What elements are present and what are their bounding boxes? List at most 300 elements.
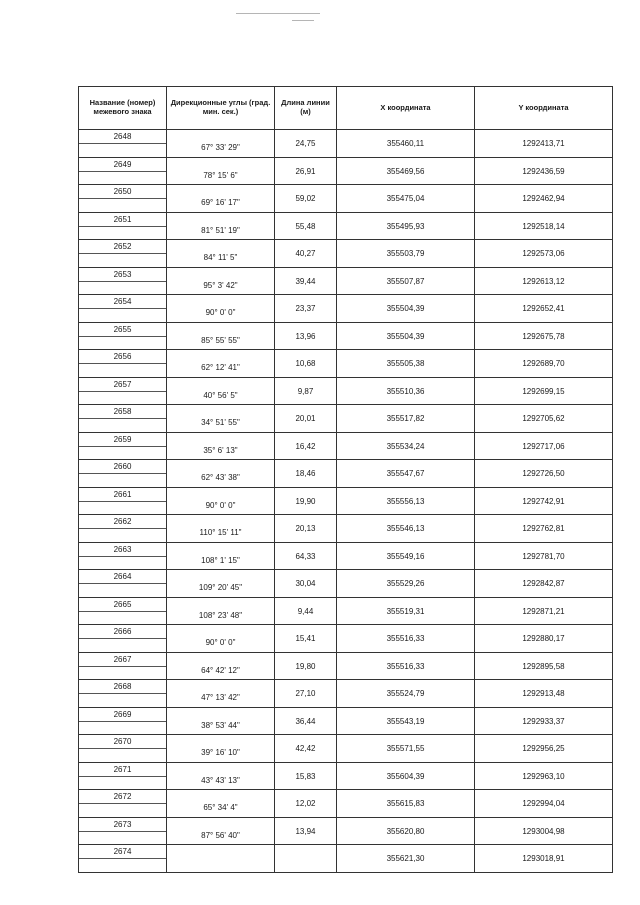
table-row [79,487,613,515]
x-coordinate-cell-value: 355517,82 [386,414,425,423]
x-coordinate-cell [337,185,475,213]
direction-angle-cell [167,845,275,873]
direction-angle-cell [167,790,275,818]
line-length-cell [275,817,337,845]
line-length-cell-value: 40,27 [295,249,316,258]
x-coordinate-cell [337,735,475,763]
direction-angle-cell [167,157,275,185]
y-coordinate-cell-value: 1292956,25 [522,744,565,753]
y-coordinate-cell-value: 1293004,98 [522,826,565,836]
line-length-cell [275,735,337,763]
x-coordinate-cell-value: 355516,33 [386,634,425,643]
direction-angle-cell-value: 84° 11' 5" [203,253,238,262]
x-coordinate-cell [337,652,475,680]
y-coordinate-cell [475,295,613,323]
line-length-cell-value: 20,13 [295,524,316,533]
point-name-cell-value: 2654 [113,297,132,306]
point-name-cell-value: 2666 [113,627,132,636]
sub-divider [79,776,166,777]
sub-divider [79,556,166,557]
y-coordinate-cell-value: 1292842,87 [522,579,565,588]
line-length-cell-value: 9,44 [297,606,314,616]
y-coordinate-cell [475,460,613,488]
point-name-cell [79,377,167,405]
x-coordinate-cell-value: 355621,30 [386,854,425,863]
x-coordinate-cell-value: 355469,56 [386,166,425,176]
x-coordinate-cell [337,487,475,515]
direction-angle-cell-value: 40° 56' 5" [203,390,238,400]
point-name-cell-value: 2660 [113,462,132,471]
line-length-cell-value: 26,91 [295,166,316,176]
point-name-cell [79,625,167,653]
x-coordinate-cell-value: 355604,39 [386,771,425,781]
point-name-cell-value: 2655 [113,324,132,334]
direction-angle-cell [167,377,275,405]
y-coordinate-cell-value: 1292994,04 [522,799,565,808]
y-coordinate-cell [475,817,613,845]
sub-divider [79,583,166,584]
line-length-cell [275,487,337,515]
table-row [79,790,613,818]
point-name-cell-value: 2669 [113,709,132,719]
x-coordinate-cell [337,817,475,845]
table-row [79,845,613,873]
line-length-cell [275,542,337,570]
x-coordinate-cell-value: 355460,11 [386,139,425,148]
direction-angle-cell-value: 38° 53' 44" [201,720,240,730]
table-row [79,570,613,598]
point-name-cell-value: 2667 [113,654,132,664]
x-coordinate-cell-value: 355620,80 [386,826,425,836]
sub-divider [79,831,166,832]
scan-artifact-line [236,13,320,14]
x-coordinate-cell-value: 355547,67 [386,469,425,478]
y-coordinate-cell [475,597,613,625]
point-name-cell [79,157,167,185]
x-coordinate-cell [337,597,475,625]
point-name-cell-value: 2670 [113,737,132,746]
sub-divider [79,858,166,859]
point-name-cell [79,130,167,158]
point-name-cell-value: 2671 [113,764,132,774]
y-coordinate-cell [475,570,613,598]
direction-angle-cell-value: 43° 43' 13" [201,775,240,785]
x-coordinate-cell [337,762,475,790]
line-length-cell-value: 19,80 [295,661,316,671]
x-coordinate-cell-value: 355543,19 [386,716,425,726]
header-x-coordinate: X координата [337,87,475,130]
y-coordinate-cell-value: 1292413,71 [522,139,565,148]
header-line-length: Длина линии (м) [275,87,337,130]
y-coordinate-cell-value: 1292963,10 [522,771,565,781]
direction-angle-cell-value: 62° 43' 38" [201,473,240,482]
y-coordinate-cell [475,735,613,763]
point-name-cell [79,212,167,240]
line-length-cell-value: 30,04 [295,579,316,588]
line-length-cell [275,240,337,268]
scan-artifact-line [292,20,314,21]
point-name-cell [79,240,167,268]
table-row [79,707,613,735]
table-row [79,625,613,653]
point-name-cell [79,322,167,350]
x-coordinate-cell [337,845,475,873]
direction-angle-cell [167,240,275,268]
table-header-row [79,87,613,130]
x-coordinate-cell-value: 355615,83 [386,799,425,808]
y-coordinate-cell-value: 1292933,37 [522,716,565,726]
y-coordinate-cell-value: 1292717,06 [522,441,565,451]
line-length-cell [275,322,337,350]
x-coordinate-cell-value: 355505,38 [386,359,425,368]
sub-divider [79,143,166,144]
direction-angle-cell [167,515,275,543]
x-coordinate-cell-value: 355495,93 [386,221,425,231]
point-name-cell-value: 2663 [113,544,132,554]
line-length-cell-value: 39,44 [295,276,316,286]
sub-divider [79,638,166,639]
y-coordinate-cell [475,350,613,378]
line-length-cell-value: 15,41 [295,634,316,643]
point-name-cell [79,185,167,213]
line-length-cell-value: 15,83 [295,771,316,781]
y-coordinate-cell-value: 1292675,78 [522,331,565,341]
point-name-cell [79,597,167,625]
line-length-cell [275,377,337,405]
y-coordinate-cell [475,487,613,515]
y-coordinate-cell-value: 1292913,48 [522,689,565,698]
direction-angle-cell [167,130,275,158]
table-row [79,240,613,268]
header-y-coordinate: Y координата [475,87,613,130]
y-coordinate-cell [475,322,613,350]
y-coordinate-cell-value: 1292689,70 [522,359,565,368]
direction-angle-cell [167,487,275,515]
x-coordinate-cell-value: 355546,13 [386,524,425,533]
direction-angle-cell [167,460,275,488]
point-name-cell-value: 2652 [113,242,132,251]
x-coordinate-cell-value: 355571,55 [386,744,425,753]
x-coordinate-cell [337,625,475,653]
point-name-cell-value: 2648 [113,132,132,141]
sub-divider [79,171,166,172]
line-length-cell-value: 59,02 [295,194,316,203]
line-length-cell-value: 13,94 [295,826,316,836]
x-coordinate-cell-value: 355475,04 [386,194,425,203]
y-coordinate-cell [475,130,613,158]
table-row [79,460,613,488]
point-name-cell-value: 2649 [113,159,132,169]
point-name-cell [79,350,167,378]
line-length-cell [275,157,337,185]
direction-angle-cell [167,707,275,735]
direction-angle-cell-value: 85° 55' 55" [201,335,240,345]
table-row [79,652,613,680]
coordinates-table [78,86,613,873]
x-coordinate-cell-value: 355510,36 [386,386,425,396]
sub-divider [79,418,166,419]
x-coordinate-cell [337,377,475,405]
direction-angle-cell-value: 108° 1' 15" [201,555,240,565]
point-name-cell-value: 2672 [113,792,132,801]
y-coordinate-cell [475,762,613,790]
x-coordinate-cell [337,570,475,598]
x-coordinate-cell [337,460,475,488]
table-row [79,405,613,433]
point-name-cell-value: 2658 [113,407,132,416]
line-length-cell-value: 23,37 [295,304,316,313]
direction-angle-cell [167,542,275,570]
y-coordinate-cell [475,157,613,185]
point-name-cell-value: 2665 [113,599,132,609]
point-name-cell-value: 2659 [113,434,132,444]
y-coordinate-cell-value: 1292742,91 [522,496,565,506]
point-name-cell-value: 2653 [113,269,132,279]
direction-angle-cell [167,295,275,323]
point-name-cell [79,295,167,323]
line-length-cell-value: 18,46 [295,469,316,478]
direction-angle-cell [167,652,275,680]
point-name-cell-value: 2662 [113,517,132,526]
table-row [79,295,613,323]
x-coordinate-cell-value: 355524,79 [386,689,425,698]
x-coordinate-cell [337,680,475,708]
y-coordinate-cell [475,845,613,873]
line-length-cell [275,762,337,790]
line-length-cell-value: 36,44 [295,716,316,726]
table-row [79,350,613,378]
line-length-cell-value: 64,33 [295,551,316,561]
table-row [79,432,613,460]
point-name-cell [79,542,167,570]
line-length-cell-value: 55,48 [295,221,316,231]
line-length-cell [275,350,337,378]
table-row [79,212,613,240]
point-name-cell [79,405,167,433]
line-length-cell [275,212,337,240]
point-name-cell-value: 2657 [113,379,132,389]
x-coordinate-cell [337,130,475,158]
line-length-cell [275,130,337,158]
line-length-cell [275,460,337,488]
line-length-cell [275,570,337,598]
x-coordinate-cell-value: 355534,24 [386,441,425,451]
y-coordinate-cell [475,707,613,735]
direction-angle-cell [167,625,275,653]
point-name-cell-value: 2674 [113,847,132,856]
line-length-cell-value: 10,68 [295,359,316,368]
direction-angle-cell-value: 35° 6' 13" [203,445,238,455]
point-name-cell [79,487,167,515]
y-coordinate-cell-value: 1292652,41 [522,304,565,313]
direction-angle-cell [167,267,275,295]
sub-divider [79,253,166,254]
sub-divider [79,308,166,309]
direction-angle-cell-value: 108° 23' 48" [198,610,243,620]
direction-angle-cell-value: 90° 0' 0" [205,638,236,647]
point-name-cell-value: 2664 [113,572,132,581]
x-coordinate-cell-value: 355516,33 [386,661,425,671]
table-body [79,130,613,873]
point-name-cell [79,515,167,543]
y-coordinate-cell [475,240,613,268]
x-coordinate-cell-value: 355504,39 [386,331,425,341]
y-coordinate-cell-value: 1293018,91 [522,854,565,863]
point-name-cell-value: 2673 [113,819,132,829]
direction-angle-cell-value: 69° 16' 17" [201,198,240,207]
line-length-cell [275,652,337,680]
x-coordinate-cell [337,240,475,268]
sub-divider [79,501,166,502]
direction-angle-cell-value: 87° 56' 40" [201,830,240,840]
point-name-cell [79,845,167,873]
line-length-cell [275,185,337,213]
direction-angle-cell [167,762,275,790]
y-coordinate-cell-value: 1292781,70 [522,551,565,561]
direction-angle-cell-value: 90° 0' 0" [205,500,236,510]
line-length-cell-value: 19,90 [295,496,316,506]
direction-angle-cell-value: 90° 0' 0" [205,308,236,317]
y-coordinate-cell-value: 1292705,62 [522,414,565,423]
point-name-cell [79,762,167,790]
table-row [79,542,613,570]
point-name-cell [79,432,167,460]
table-row [79,762,613,790]
x-coordinate-cell-value: 355507,87 [386,276,425,286]
line-length-cell [275,597,337,625]
direction-angle-cell-value: 34° 51' 55" [201,418,240,427]
x-coordinate-cell-value: 355519,31 [386,606,425,616]
x-coordinate-cell [337,542,475,570]
y-coordinate-cell-value: 1292880,17 [522,634,565,643]
x-coordinate-cell [337,212,475,240]
direction-angle-cell [167,432,275,460]
sub-divider [79,226,166,227]
table-row [79,377,613,405]
line-length-cell [275,432,337,460]
sub-divider [79,748,166,749]
sub-divider [79,721,166,722]
direction-angle-cell [167,817,275,845]
line-length-cell-value: 13,96 [295,331,316,341]
direction-angle-cell-value: 110° 15' 11" [199,528,242,537]
point-name-cell-value: 2650 [113,187,132,196]
y-coordinate-cell [475,185,613,213]
y-coordinate-cell-value: 1292762,81 [522,524,565,533]
sub-divider [79,528,166,529]
line-length-cell-value: 12,02 [295,799,316,808]
line-length-cell-value: 24,75 [295,139,316,148]
x-coordinate-cell-value: 355504,39 [386,304,425,313]
point-name-cell [79,817,167,845]
y-coordinate-cell [475,377,613,405]
line-length-cell-value: 9,87 [297,386,314,396]
x-coordinate-cell [337,515,475,543]
line-length-cell-value: 16,42 [295,441,316,451]
direction-angle-cell-value: 47° 13' 42" [201,693,240,702]
sub-divider [79,391,166,392]
point-name-cell-value: 2656 [113,352,132,361]
sub-divider [79,473,166,474]
y-coordinate-cell [475,542,613,570]
direction-angle-cell [167,735,275,763]
y-coordinate-cell [475,625,613,653]
x-coordinate-cell [337,707,475,735]
y-coordinate-cell [475,652,613,680]
point-name-cell [79,707,167,735]
sub-divider [79,611,166,612]
line-length-cell-value: 42,42 [295,744,316,753]
direction-angle-cell [167,680,275,708]
sub-divider [79,693,166,694]
direction-angle-cell-value: 67° 33' 29" [201,143,240,152]
x-coordinate-cell-value: 355503,79 [386,249,425,258]
x-coordinate-cell [337,405,475,433]
line-length-cell [275,267,337,295]
point-name-cell [79,790,167,818]
x-coordinate-cell [337,267,475,295]
y-coordinate-cell [475,405,613,433]
point-name-cell [79,680,167,708]
y-coordinate-cell-value: 1292613,12 [522,276,565,286]
point-name-cell-value: 2651 [113,214,132,224]
y-coordinate-cell-value: 1292462,94 [522,194,565,203]
direction-angle-cell [167,405,275,433]
x-coordinate-cell [337,790,475,818]
direction-angle-cell-value: 64° 42' 12" [201,665,240,675]
y-coordinate-cell-value: 1292573,06 [522,249,565,258]
table-row [79,735,613,763]
direction-angle-cell-value: 39° 16' 10" [201,748,240,757]
x-coordinate-cell [337,157,475,185]
line-length-cell-value: 27,10 [295,689,316,698]
direction-angle-cell [167,597,275,625]
table-row [79,597,613,625]
y-coordinate-cell [475,432,613,460]
direction-angle-cell [167,185,275,213]
x-coordinate-cell [337,432,475,460]
sub-divider [79,363,166,364]
table-row [79,680,613,708]
x-coordinate-cell [337,322,475,350]
line-length-cell [275,405,337,433]
sub-divider [79,666,166,667]
table-row [79,185,613,213]
direction-angle-cell-value: 109° 20' 45" [198,583,243,592]
direction-angle-cell-value: 81° 51' 19" [201,225,240,235]
x-coordinate-cell-value: 355529,26 [386,579,425,588]
x-coordinate-cell-value: 355549,16 [386,551,425,561]
y-coordinate-cell-value: 1292726,50 [522,469,565,478]
direction-angle-cell [167,570,275,598]
line-length-cell [275,845,337,873]
line-length-cell [275,515,337,543]
sub-divider [79,803,166,804]
y-coordinate-cell-value: 1292436,59 [522,166,565,176]
direction-angle-cell-value: 95° 3' 42" [203,280,238,290]
point-name-cell [79,570,167,598]
x-coordinate-cell [337,295,475,323]
point-name-cell [79,652,167,680]
direction-angle-cell [167,350,275,378]
header-direction-angle: Дирекционные углы (град. мин. сек.) [167,87,275,130]
table-row [79,157,613,185]
table-row [79,322,613,350]
table-row [79,267,613,295]
sub-divider [79,198,166,199]
x-coordinate-cell-value: 355556,13 [386,496,425,506]
direction-angle-cell-value: 62° 12' 41" [201,363,240,372]
